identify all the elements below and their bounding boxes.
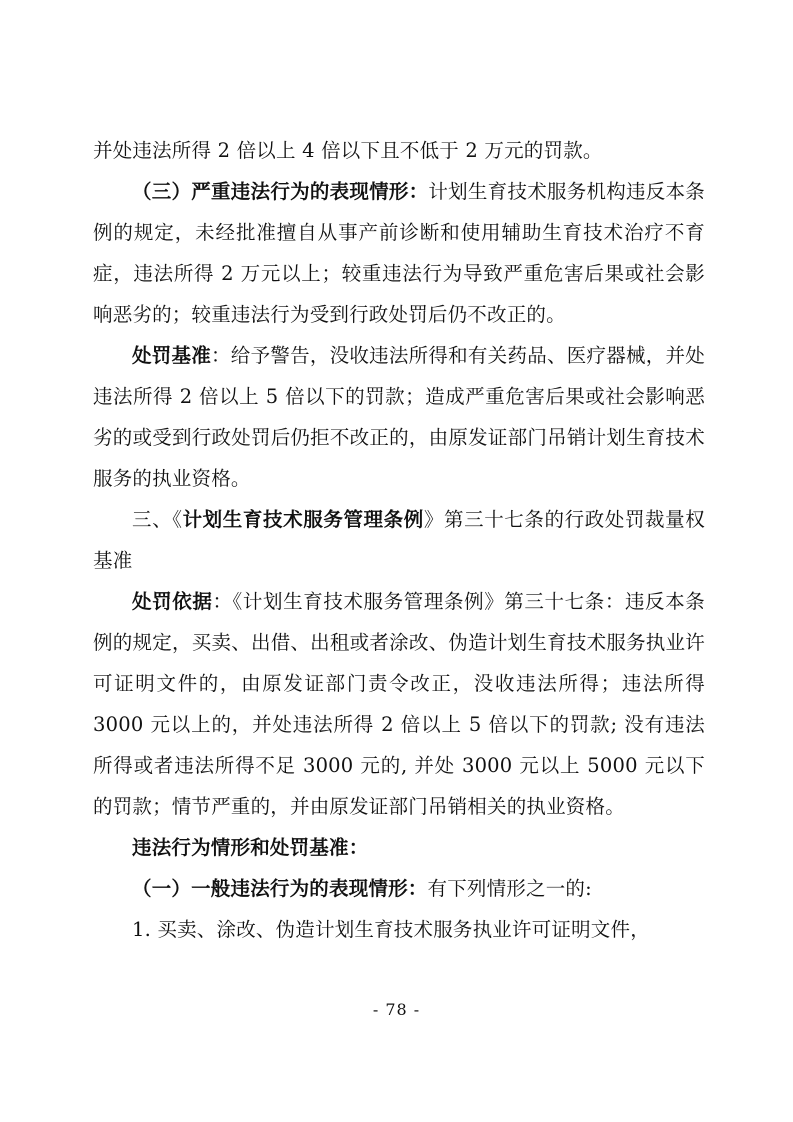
paragraph <box>93 909 705 950</box>
paragraph-run-emphasis: 处罚基准 <box>132 344 212 367</box>
paragraph-run-emphasis: 计划生育技术服务管理条例 <box>182 508 424 531</box>
paragraph <box>93 335 705 499</box>
paragraph <box>93 868 705 909</box>
paragraph-run: ：给予警告，没收违法所得和有关药品、医疗器械，并处违法所得 2 倍以上 5 倍以下的罚款；造成严重危害后果或社会影响恶劣的或受到行政处罚后仍拒不改正的，由原发证部门吊销计划生育技术服务的执业资格。 <box>93 344 705 490</box>
paragraph-run: 1. 买卖、涂改、伪造计划生育技术服务执业许可证明文件， <box>132 918 650 941</box>
paragraph-run-emphasis: （三）严重违法行为的表现情形： <box>132 180 429 203</box>
paragraph-run: 计划生育技术服务机构违反本条例的规定，未经批准擅自从事产前诊断和使用辅助生育技术治疗不育症，违法所得 2 万元以上；较重违法行为导致严重危害后果或社会影响恶劣的；较重违法行为受到行政处罚后仍不改正的。 <box>93 180 705 326</box>
paragraph <box>93 130 705 171</box>
paragraph <box>93 827 705 868</box>
paragraph-run: 》第三十七条的行政处罚裁量权基准 <box>93 508 705 572</box>
paragraph-run: 三、《 <box>132 508 183 531</box>
paragraph-run-emphasis: 处罚依据 <box>132 590 213 613</box>
document-body <box>93 130 705 950</box>
paragraph-run: 有下列情形之一的: <box>427 877 592 900</box>
paragraph-run-emphasis: 违法行为情形和处罚基准： <box>132 836 369 859</box>
paragraph <box>93 581 705 827</box>
page-number: - 78 - <box>372 1000 421 1019</box>
paragraph <box>93 499 705 581</box>
paragraph-run-emphasis: （一）一般违法行为的表现情形： <box>132 877 428 900</box>
paragraph-run: ：《计划生育技术服务管理条例》第三十七条：违反本条例的规定，买卖、出借、出租或者涂改、伪造计划生育技术服务执业许可证明文件的，由原发证部门责令改正，没收违法所得；违法所得 3000 元以上的，并处违法所得 2 倍以上 5 倍以下的罚款; 没有违法所得或者违法所得不足 3000 元的, 并处 3000 元以上 5000 元以下的罚款；情节严重的，并由原发证部门吊销相关的执业资格。 <box>93 590 705 818</box>
paragraph <box>93 171 705 335</box>
paragraph-run: 并处违法所得 2 倍以上 4 倍以下且不低于 2 万元的罚款。 <box>93 139 603 162</box>
